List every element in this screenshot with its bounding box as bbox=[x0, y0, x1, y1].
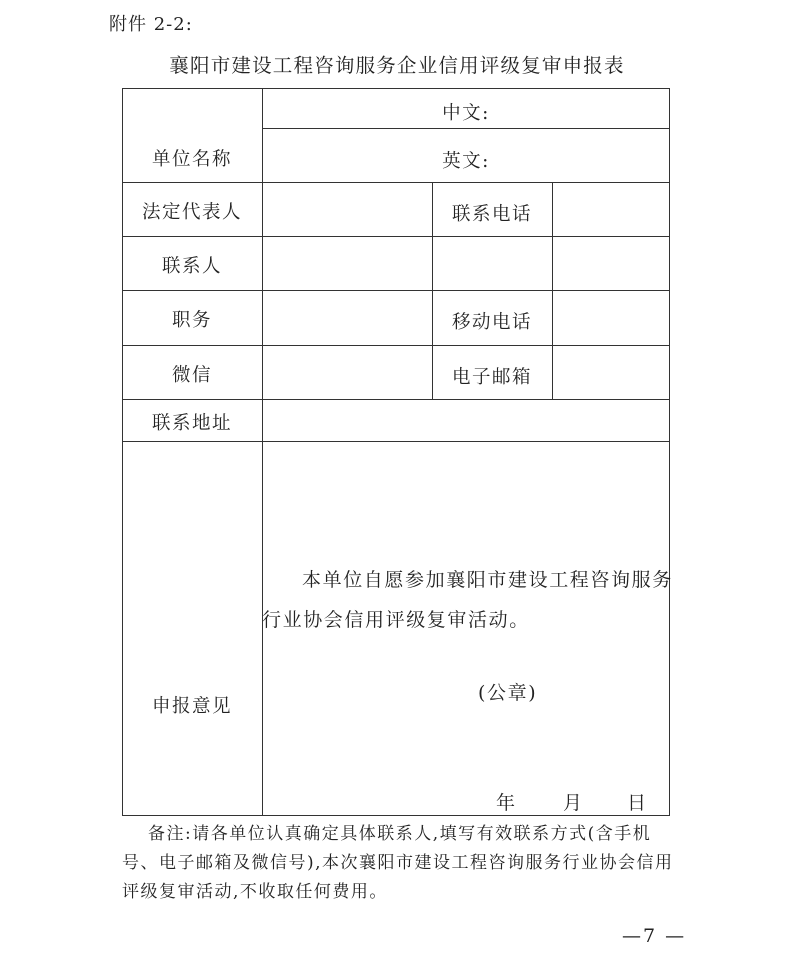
date-day: 日 bbox=[627, 792, 648, 814]
footnote-line-1: 备注:请各单位认真确定具体联系人,填写有效联系方式(含手机 bbox=[148, 824, 652, 844]
table-divider-row6 bbox=[122, 441, 670, 442]
table-col-divider-2 bbox=[432, 182, 433, 399]
table-border-right bbox=[669, 88, 670, 815]
table-col-divider-1 bbox=[262, 88, 263, 815]
table-col-divider-3 bbox=[552, 182, 553, 399]
position-label: 职务 bbox=[171, 310, 213, 331]
form-title: 襄阳市建设工程咨询服务企业信用评级复审申报表 bbox=[169, 54, 625, 77]
footnote-line-2: 号、电子邮箱及微信号),本次襄阳市建设工程咨询服务行业协会信用 bbox=[122, 853, 674, 873]
chinese-name-label: 中文: bbox=[442, 103, 490, 124]
declaration-line-2: 行业协会信用评级复审活动。 bbox=[262, 609, 530, 631]
date-year: 年 bbox=[496, 792, 517, 814]
wechat-label: 微信 bbox=[171, 365, 213, 386]
date-month: 月 bbox=[563, 792, 584, 814]
table-border-top bbox=[122, 88, 670, 89]
table-divider-row3 bbox=[122, 290, 670, 291]
contact-person-label: 联系人 bbox=[161, 256, 223, 277]
opinion-label: 申报意见 bbox=[151, 696, 233, 717]
table-border-left bbox=[122, 88, 123, 815]
footnote-line-3: 评级复审活动,不收取任何费用。 bbox=[122, 882, 388, 902]
attachment-label: 附件 2-2: bbox=[109, 14, 193, 35]
declaration-line-1: 本单位自愿参加襄阳市建设工程咨询服务 bbox=[302, 569, 673, 591]
table-divider-row2 bbox=[122, 236, 670, 237]
table-divider-row4 bbox=[122, 345, 670, 346]
mobile-phone-label: 移动电话 bbox=[451, 312, 533, 333]
official-seal-label: (公章) bbox=[478, 682, 538, 704]
table-border-bottom bbox=[122, 815, 670, 816]
table-divider-name-sub bbox=[262, 128, 670, 129]
legal-rep-label: 法定代表人 bbox=[141, 202, 243, 223]
contact-phone-label: 联系电话 bbox=[451, 204, 533, 225]
unit-name-label: 单位名称 bbox=[151, 149, 233, 170]
address-label: 联系地址 bbox=[151, 413, 233, 434]
email-label: 电子邮箱 bbox=[451, 367, 533, 388]
page-number: —7 — bbox=[622, 925, 687, 947]
table-divider-row5 bbox=[122, 399, 670, 400]
english-name-label: 英文: bbox=[442, 151, 490, 172]
table-divider-row1 bbox=[122, 182, 670, 183]
